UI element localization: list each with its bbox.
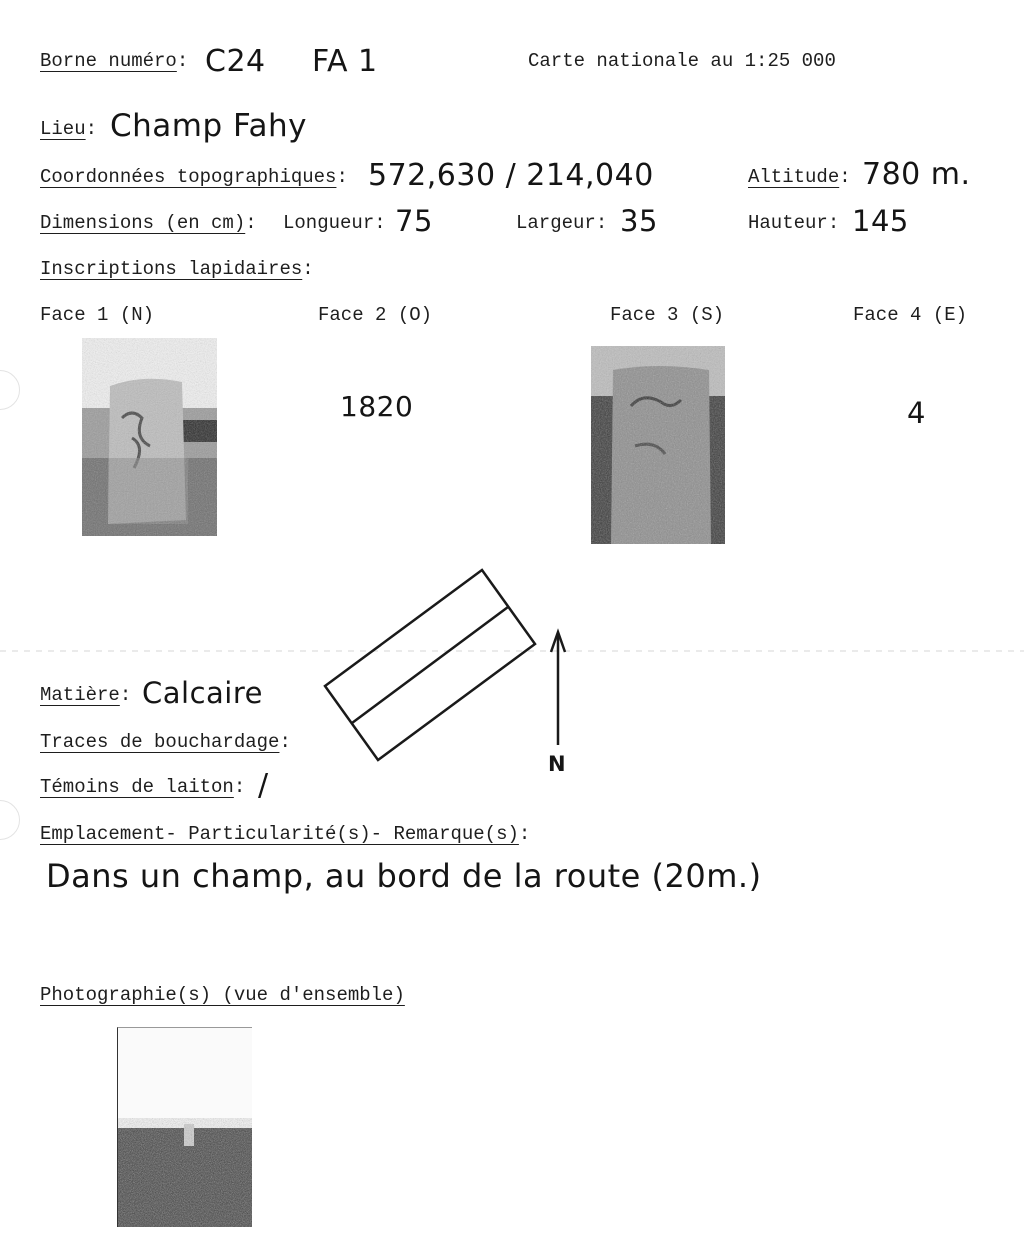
borne-label: Borne numéro xyxy=(40,50,177,72)
lieu-label: Lieu xyxy=(40,118,86,140)
borne-number: C24 xyxy=(205,44,266,79)
laiton-value: / xyxy=(258,768,269,803)
photos-field xyxy=(40,984,405,1006)
largeur-value: 35 xyxy=(620,204,658,238)
laiton-field: Témoins de laiton: xyxy=(40,776,246,798)
dimensions-field: Dimensions (en cm): xyxy=(40,212,257,234)
altitude-field: Altitude: xyxy=(748,166,851,188)
longueur-value: 75 xyxy=(395,204,433,238)
matiere-label: Matière xyxy=(40,684,120,706)
face-4-label: Face 4 (E) xyxy=(853,304,968,326)
face-3-label: Face 3 (S) xyxy=(610,304,725,326)
altitude-value: 780 m. xyxy=(862,157,971,192)
face-2-inscription: 1820 xyxy=(340,390,414,423)
matiere-field: Matière: xyxy=(40,684,132,706)
face-1-label: Face 1 (N) xyxy=(40,304,155,326)
altitude-label: Altitude xyxy=(748,166,840,188)
emplacement-value: Dans un champ, au bord de la route (20m.) xyxy=(46,857,762,895)
bouchardage-field: Traces de bouchardage: xyxy=(40,731,291,753)
lieu-field: Lieu: xyxy=(40,118,98,140)
punch-hole-mark xyxy=(0,370,20,410)
face-4-inscription: 4 xyxy=(907,396,926,430)
face-1-photo xyxy=(82,338,217,536)
hauteur-value: 145 xyxy=(852,204,909,238)
longueur-label: Longueur: xyxy=(283,212,386,234)
coords-label: Coordonnées topographiques xyxy=(40,166,337,188)
overview-photo xyxy=(117,1027,252,1227)
inscriptions-field: Inscriptions lapidaires: xyxy=(40,258,314,280)
largeur-label: Largeur: xyxy=(516,212,608,234)
coords-value: 572,630 / 214,040 xyxy=(368,158,654,193)
borne-field: Borne numéro: xyxy=(40,50,189,72)
punch-hole-mark xyxy=(0,800,20,840)
dimensions-label: Dimensions (en cm) xyxy=(40,212,246,234)
emplacement-field: Emplacement- Particularité(s)- Remarque(s): xyxy=(40,823,531,845)
laiton-label: Témoins de laiton xyxy=(40,776,234,798)
north-label: N xyxy=(548,752,567,776)
photos-label: Photographie(s) (vue d'ensemble) xyxy=(40,984,405,1006)
borne-code: FA 1 xyxy=(312,44,378,79)
matiere-value: Calcaire xyxy=(142,676,263,710)
bouchardage-label: Traces de bouchardage xyxy=(40,731,280,753)
coords-field: Coordonnées topographiques: xyxy=(40,166,348,188)
borne-outline-shape xyxy=(325,570,535,760)
inscriptions-label: Inscriptions lapidaires xyxy=(40,258,303,280)
face-3-photo xyxy=(591,346,725,544)
north-arrow-icon xyxy=(551,632,565,745)
hauteur-label: Hauteur: xyxy=(748,212,840,234)
emplacement-label: Emplacement- Particularité(s)- Remarque(s) xyxy=(40,823,519,845)
face-2-label: Face 2 (O) xyxy=(318,304,433,326)
carte-nationale: Carte nationale au 1:25 000 xyxy=(528,50,836,72)
lieu-value: Champ Fahy xyxy=(110,108,307,144)
